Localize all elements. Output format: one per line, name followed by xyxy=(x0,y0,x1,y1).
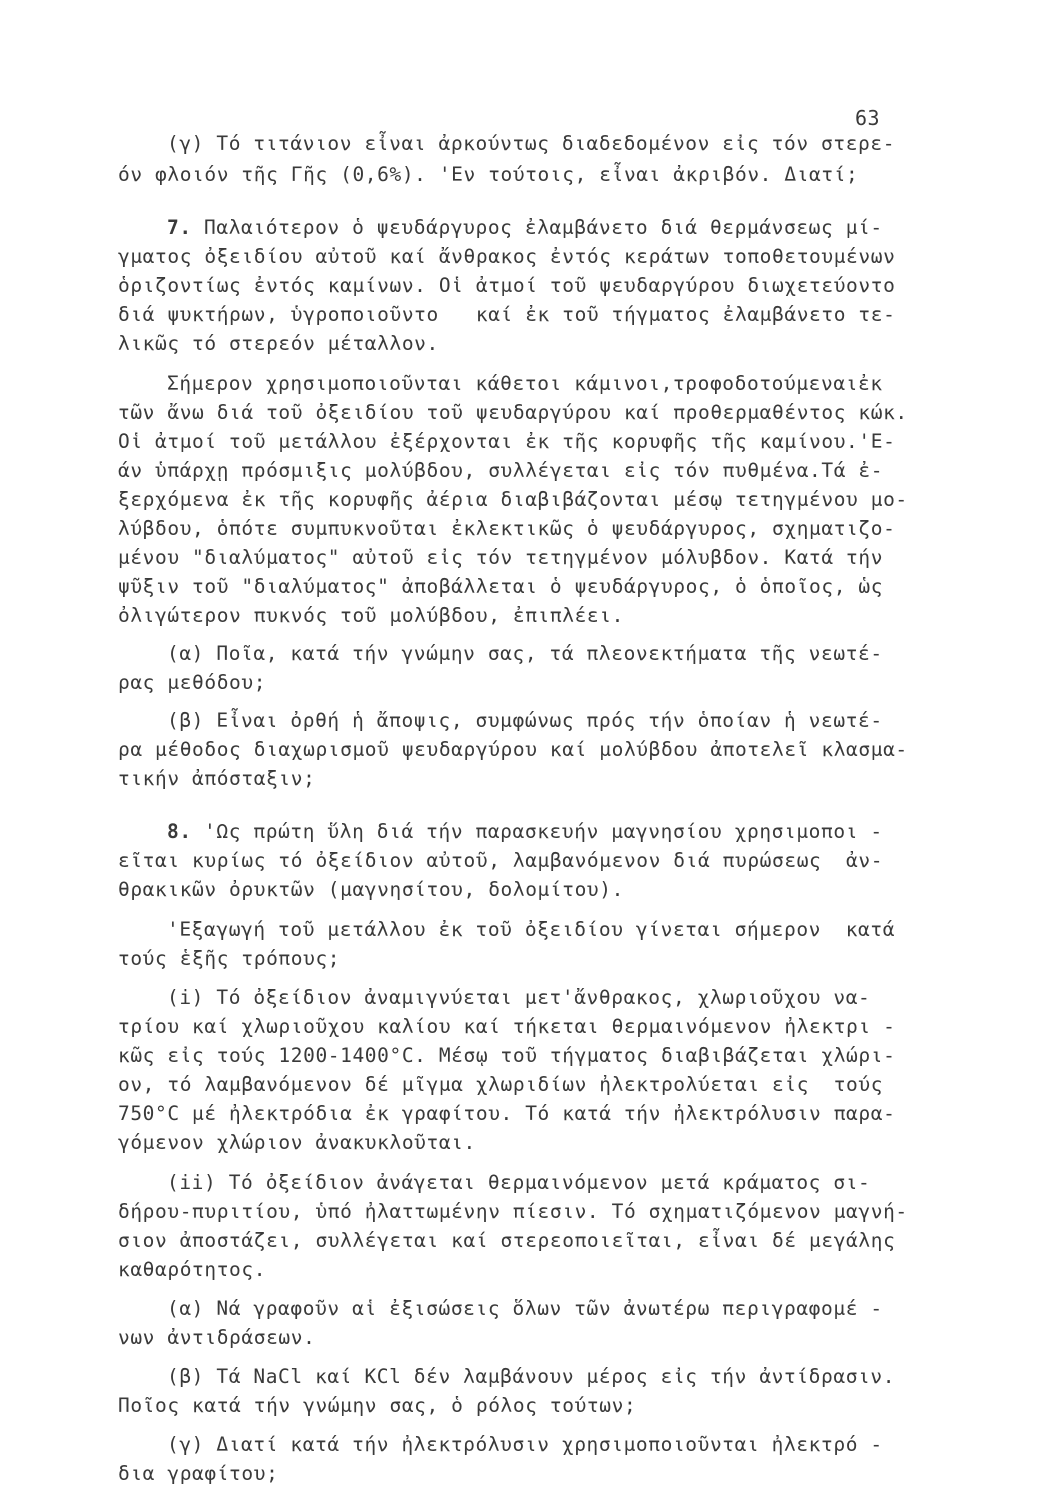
text-line: σιον ἀποστάζει, συλλέγεται καί στερεοποιεῖται, εἶναι δέ μεγάλης xyxy=(118,1229,896,1252)
text-line: Ποῖος κατά τήν γνώμην σας, ὁ ρόλος τούτων; xyxy=(118,1394,637,1417)
text-line: γματος ὀξειδίου αὐτοῦ καί ἄνθρακος ἐντός κεράτων τοποθετουμένων xyxy=(118,245,896,268)
page-number: 63 xyxy=(855,106,881,130)
text-line: όν φλοιόν τῆς Γῆς (0,6%). 'Εν τούτοις, εἶναι ἀκριβόν. Διατί; xyxy=(118,163,859,186)
text-line: δήρου-πυριτίου, ὑπό ἠλαττωμένην πίεσιν. Τό σχηματιζόμενον μαγνή- xyxy=(118,1200,908,1223)
text-line: ον, τό λαμβανόμενον δέ μῖγμα χλωριδίων ἠλεκτρολύεται εἰς τούς xyxy=(118,1073,884,1096)
text-line: άν ὑπάρχῃ πρόσμιξις μολύβδου, συλλέγεται εἰς τόν πυθμένα.Τά ἐ- xyxy=(118,459,884,482)
text-line: (i) Τό ὀξείδιον ἀναμιγνύεται μετ'ἄνθρακος, χλωριοῦχου να- xyxy=(167,986,871,1009)
text-line: (α) Ποῖα, κατά τήν γνώμην σας, τά πλεονεκτήματα τῆς νεωτέ- xyxy=(167,642,883,665)
text-line: ψῦξιν τοῦ "διαλύματος" ἀποβάλλεται ὁ ψευδάργυρος, ὁ ὁποῖος, ὡς xyxy=(118,575,884,598)
text-line: ξερχόμενα ἐκ τῆς κορυφῆς ἀέρια διαβιβάζονται μέσῳ τετηγμένου μο- xyxy=(118,488,908,511)
text-line: (β) Εἶναι ὀρθή ἡ ἄποψις, συμφώνως πρός τήν ὁποίαν ἡ νεωτέ- xyxy=(167,709,883,732)
text-line: λικῶς τό στερεόν μέταλλον. xyxy=(118,332,439,355)
text-line: λύβδου, ὁπότε συμπυκνοῦται ἐκλεκτικῶς ὁ ψευδάργυρος, σχηματιζο- xyxy=(118,517,896,540)
text-line: (γ) Διατί κατά τήν ἠλεκτρόλυσιν χρησιμοποιοῦνται ἠλεκτρό - xyxy=(167,1433,883,1456)
text-line: (β) Τά NaCl καί KCl δέν λαμβάνουν μέρος εἰς τήν ἀντίδρασιν. xyxy=(167,1365,896,1388)
line-text: Παλαιότερον ὁ ψευδάργυρος ἐλαμβάνετο διά θερμάνσεως μί- xyxy=(191,216,883,239)
text-line xyxy=(167,216,883,239)
text-line: κῶς εἰς τούς 1200-1400°C. Μέσῳ τοῦ τήγματος διαβιβάζεται χλώρι- xyxy=(118,1044,896,1067)
text-line: Οἱ ἀτμοί τοῦ μετάλλου ἐξέρχονται ἐκ τῆς κορυφῆς τῆς καμίνου.'Ε- xyxy=(118,430,896,453)
text-line xyxy=(167,820,883,843)
text-line: δια γραφίτου; xyxy=(118,1462,279,1485)
text-line: νων ἀντιδράσεων. xyxy=(118,1326,316,1349)
text-line: ρας μεθόδου; xyxy=(118,671,267,694)
text-line: Σήμερον χρησιμοποιοῦνται κάθετοι κάμινοι,τροφοδοτούμεναιἐκ xyxy=(167,372,883,395)
text-line: ὁριζοντίως ἐντός καμίνων. Οἱ ἀτμοί τοῦ ψευδαργύρου διωχετεύοντο xyxy=(118,274,896,297)
line-text: 'Ως πρώτη ὕλη διά τήν παρασκευήν μαγνησίου χρησιμοποι - xyxy=(191,820,883,843)
text-line: μένου "διαλύματος" αὐτοῦ εἰς τόν τετηγμένον μόλυβδον. Κατά τήν xyxy=(118,546,884,569)
text-line: ρα μέθοδος διαχωρισμοῦ ψευδαργύρου καί μολύβδου ἀποτελεῖ κλασμα- xyxy=(118,738,908,761)
text-line: (γ) Τό τιτάνιον εἶναι ἀρκούντως διαδεδομένον εἰς τόν στερε- xyxy=(167,132,896,155)
text-line: 750°C μέ ἠλεκτρόδια ἐκ γραφίτου. Τό κατά τήν ἠλεκτρόλυσιν παρα- xyxy=(118,1102,896,1125)
text-line: τρίου καί χλωριοῦχου καλίου καί τήκεται θερμαινόμενον ἠλεκτρι - xyxy=(118,1015,896,1038)
item-number: 8. xyxy=(167,820,192,843)
item-number: 7. xyxy=(167,216,192,239)
text-line: τούς ἑξῆς τρόπους; xyxy=(118,947,341,970)
text-line: 'Εξαγωγή τοῦ μετάλλου ἐκ τοῦ ὀξειδίου γίνεται σήμερον κατά xyxy=(167,918,896,941)
text-line: (α) Νά γραφοῦν αἱ ἐξισώσεις ὅλων τῶν ἀνωτέρω περιγραφομέ - xyxy=(167,1297,883,1320)
text-line: τῶν ἄνω διά τοῦ ὀξειδίου τοῦ ψευδαργύρου καί προθερμαθέντος κώκ. xyxy=(118,401,908,424)
text-line: (ii) Τό ὀξείδιον ἀνάγεται θερμαινόμενον μετά κράματος σι- xyxy=(167,1171,871,1194)
text-line: εῖται κυρίως τό ὀξείδιον αὐτοῦ, λαμβανόμενον διά πυρώσεως ἀν- xyxy=(118,849,884,872)
text-line: γόμενον χλώριον ἀνακυκλοῦται. xyxy=(118,1131,476,1154)
text-line: διά ψυκτήρων, ὑγροποιοῦντο καί ἐκ τοῦ τήγματος ἐλαμβάνετο τε- xyxy=(118,303,896,326)
text-line: καθαρότητος. xyxy=(118,1258,267,1281)
text-line: θρακικῶν ὀρυκτῶν (μαγνησίτου, δολομίτου). xyxy=(118,878,624,901)
text-line: ὀλιγώτερον πυκνός τοῦ μολύβδου, ἐπιπλέει. xyxy=(118,604,624,627)
text-line: τικήν ἀπόσταξιν; xyxy=(118,767,316,790)
